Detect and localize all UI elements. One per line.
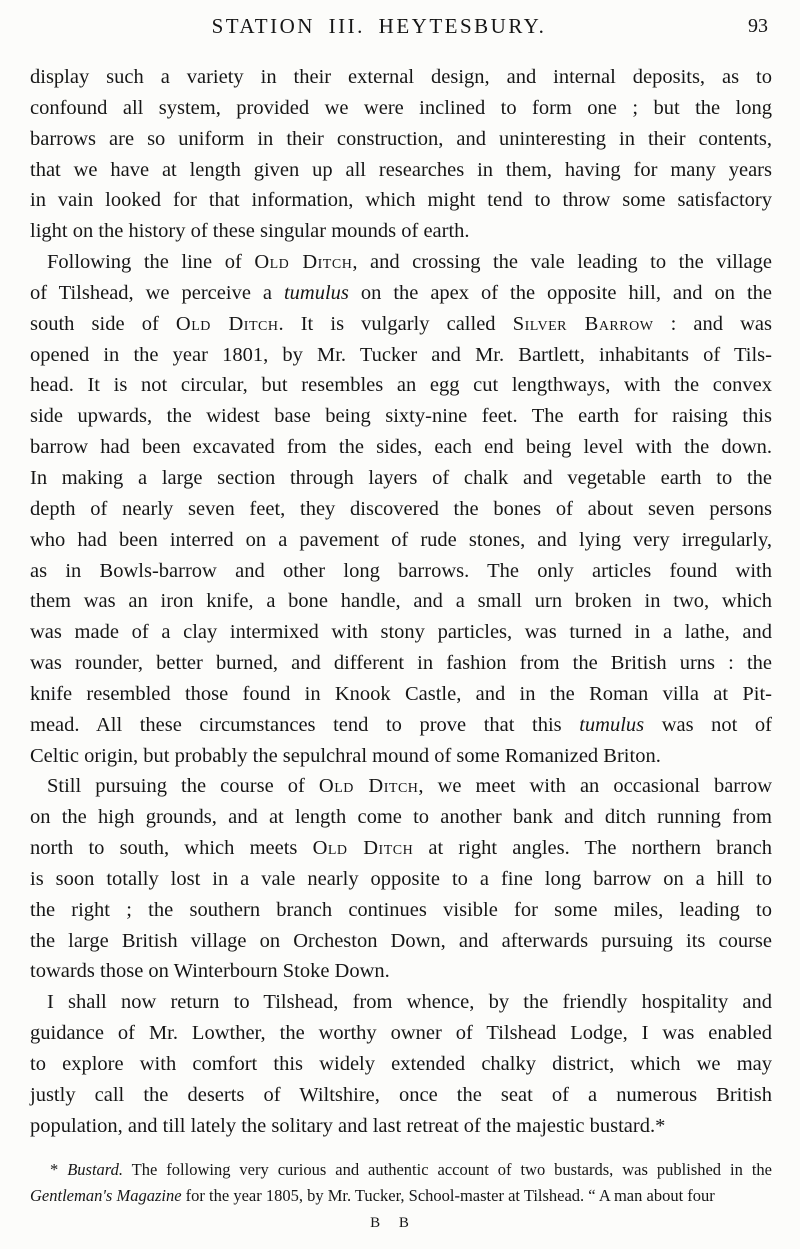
- printer-signature-mark: B B: [370, 1215, 410, 1231]
- plain-text: *: [50, 1160, 68, 1179]
- text-line: [30, 1183, 772, 1209]
- plain-text: that we have at length given up all researches in them, having for many years: [30, 158, 772, 181]
- text-line: [30, 679, 772, 710]
- text-line: [30, 1080, 772, 1111]
- text-line: [30, 1049, 772, 1080]
- plain-text: south side of: [30, 312, 176, 335]
- plain-text: was rounder, better burned, and different in fashion from the British urns : the: [30, 652, 772, 675]
- plain-text: them was an iron knife, a bone handle, and a small urn broken in two, which: [30, 590, 772, 613]
- text-line: [30, 648, 772, 679]
- text-line: [30, 833, 772, 864]
- plain-text: on the apex of the opposite hill, and on the: [348, 281, 772, 304]
- text-line: [30, 987, 772, 1018]
- plain-text: was not of: [644, 713, 772, 736]
- text-line: [30, 340, 772, 371]
- plain-text: for the year 1805, by Mr. Tucker, School-master at Tilshead. “ A man about four: [181, 1186, 715, 1205]
- plain-text: mead. All these circumstances tend to prove that this: [30, 713, 580, 736]
- plain-text: at right angles. The northern branch: [413, 837, 773, 860]
- plain-text: knife resembled those found in Knook Castle, and in the Roman villa at Pit-: [30, 682, 772, 705]
- page-header-title: STATION III. HEYTESBURY.: [211, 14, 547, 38]
- small-caps-text: Old Ditch: [312, 837, 414, 860]
- plain-text: The following very curious and authentic account of two bustards, was published in the: [123, 1160, 772, 1179]
- plain-text: side upwards, the widest base being sixty-nine feet. The earth for raising this: [30, 405, 772, 428]
- running-head: [30, 14, 768, 44]
- paragraph: [30, 771, 772, 987]
- small-caps-text: Old Ditch: [318, 775, 419, 798]
- plain-text: as in Bowls-barrow and other long barrows. The only articles found with: [30, 559, 772, 582]
- plain-text: head. It is not circular, but resembles an egg cut lengthways, with the convex: [30, 374, 772, 397]
- plain-text: the right ; the southern branch continues visible for some miles, leading to: [30, 898, 772, 921]
- plain-text: on the high grounds, and at length come to another bank and ditch running from: [30, 806, 772, 829]
- paragraph: [30, 247, 772, 771]
- text-line: [30, 278, 772, 309]
- plain-text: barrows are so uniform in their construction, and uninteresting in their contents,: [30, 127, 772, 150]
- plain-text: in vain looked for that information, which might tend to throw some satisfactory: [30, 189, 772, 212]
- plain-text: , and crossing the vale leading to the village: [352, 251, 773, 274]
- italic-text: tumulus: [283, 281, 349, 304]
- plain-text: In making a large section through layers of chalk and vegetable earth to the: [30, 466, 772, 489]
- plain-text: confound all system, provided we were inclined to form one ; but the long: [30, 96, 772, 119]
- text-line: [30, 247, 772, 278]
- plain-text: was made of a clay intermixed with stony particles, was turned in a lathe, and: [30, 621, 772, 644]
- plain-text: guidance of Mr. Lowther, the worthy owner of Tilshead Lodge, I was enabled: [30, 1022, 772, 1045]
- text-line: [30, 771, 772, 802]
- text-line: [30, 93, 772, 124]
- plain-text: of Tilshead, we perceive a: [30, 281, 284, 304]
- small-caps-text: Old Ditch: [254, 251, 353, 274]
- text-line: [30, 432, 772, 463]
- paragraph: [30, 987, 772, 1141]
- plain-text: justly call the deserts of Wiltshire, once the seat of a numerous British: [30, 1083, 772, 1106]
- italic-text: tumulus: [579, 713, 645, 736]
- text-line: [30, 556, 772, 587]
- text-line: [30, 617, 772, 648]
- plain-text: opened in the year 1801, by Mr. Tucker and Mr. Bartlett, inhabitants of Tils-: [30, 343, 772, 366]
- plain-text: Still pursuing the course of: [47, 775, 319, 798]
- paragraph: [30, 62, 772, 247]
- text-line: [30, 1111, 772, 1142]
- plain-text: : and was: [653, 312, 772, 335]
- text-line: [30, 802, 772, 833]
- plain-text: Following the line of: [47, 251, 255, 274]
- text-line: [30, 309, 772, 340]
- italic-text: Gentleman's Magazine: [30, 1186, 182, 1205]
- text-line: [30, 216, 772, 247]
- text-line: [30, 956, 772, 987]
- text-line: [30, 62, 772, 93]
- plain-text: to explore with comfort this widely extended chalky district, which we may: [30, 1053, 772, 1075]
- plain-text: the large British village on Orcheston Down, and afterwards pursuing its course: [30, 929, 772, 952]
- plain-text: light on the history of these singular mounds of earth.: [30, 220, 470, 243]
- text-line: [30, 926, 772, 957]
- plain-text: I shall now return to Tilshead, from whence, by the friendly hospitality and: [47, 991, 772, 1014]
- plain-text: . It is vulgarly called: [278, 312, 513, 335]
- text-line: [30, 401, 772, 432]
- small-caps-text: Silver Barrow: [512, 312, 654, 335]
- text-line: [30, 463, 772, 494]
- italic-text: Bustard.: [67, 1160, 123, 1179]
- text-line: [30, 710, 772, 741]
- text-line: [30, 370, 772, 401]
- page-number: 93: [748, 15, 768, 37]
- text-line: [30, 1018, 772, 1049]
- text-line: [30, 124, 772, 155]
- plain-text: , we meet with an occasional barrow: [418, 775, 773, 798]
- small-caps-text: Old Ditch: [175, 312, 279, 335]
- text-line: [30, 1157, 772, 1183]
- text-line: [30, 494, 772, 525]
- text-line: [30, 586, 772, 617]
- plain-text: is soon totally lost in a vale nearly opposite to a fine long barrow on a hill to: [30, 867, 772, 890]
- plain-text: Celtic origin, but probably the sepulchral mound of some Romanized Briton.: [30, 744, 661, 767]
- footnote: [30, 1157, 772, 1209]
- plain-text: display such a variety in their external design, and internal deposits, as to: [30, 66, 772, 88]
- plain-text: barrow had been excavated from the sides, each end being level with the down.: [30, 436, 772, 459]
- plain-text: depth of nearly seven feet, they discovered the bones of about seven persons: [30, 497, 772, 520]
- text-line: [30, 155, 772, 186]
- plain-text: population, and till lately the solitary and last retreat of the majestic bustard.*: [30, 1114, 666, 1137]
- text-line: [30, 741, 772, 772]
- plain-text: who had been interred on a pavement of rude stones, and lying very irregularly,: [30, 528, 772, 551]
- text-line: [30, 525, 772, 556]
- body-text: [30, 62, 772, 1142]
- plain-text: north to south, which meets: [30, 837, 313, 860]
- text-line: [30, 185, 772, 216]
- plain-text: towards those on Winterbourn Stoke Down.: [30, 960, 390, 983]
- text-line: [30, 895, 772, 926]
- text-line: [30, 864, 772, 895]
